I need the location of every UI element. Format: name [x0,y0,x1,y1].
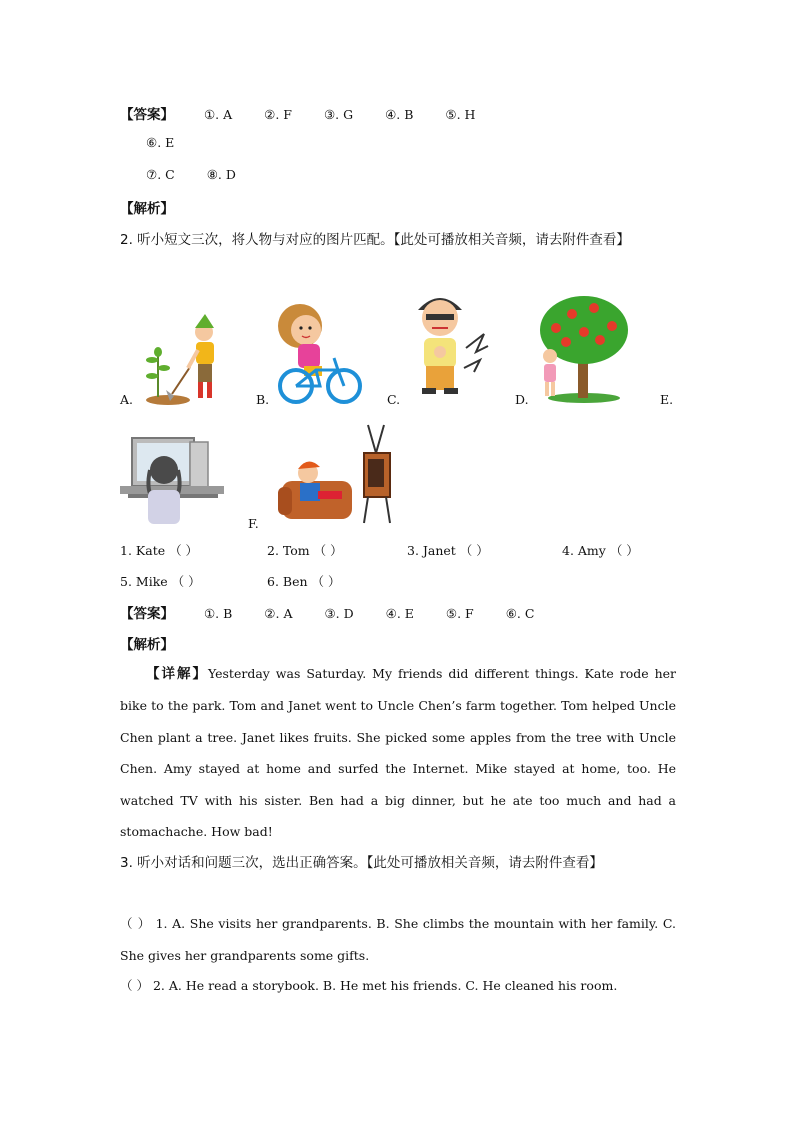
analysis-label-1: 【解析】 [120,201,174,217]
q2-answer-3: ③. D [324,606,354,621]
picture-label-d: D. [515,392,529,407]
answer-row-3 [146,167,236,182]
answer-label: 【答案】 [120,107,174,123]
match-item-janet: 3. Janet （ ） [407,543,489,558]
picture-label-c: C. [387,392,401,407]
picture-label-b: B. [256,392,270,407]
picture-label-a: A. [120,392,134,407]
answer-label-q2: 【答案】 [120,606,174,622]
picture-label-f: F. [248,516,259,531]
man-stomachache-picture [410,288,496,406]
match-item-tom: 2. Tom （ ） [267,543,343,558]
q2-answer-1: ①. B [203,606,233,621]
answer-6: ⑥. E [146,135,175,150]
answer-4: ④. B [385,107,414,122]
answer-7: ⑦. C [146,167,175,182]
detail-paragraph [120,658,676,847]
question-3-title: 3. 听小对话和问题三次，选出正确答案。【此处可播放相关音频，请去附件查看】 [120,855,603,871]
girl-at-computer-picture [120,434,226,526]
boy-planting-tree-picture [140,312,230,407]
answer-5: ⑤. H [445,107,476,122]
match-item-ben: 6. Ben （ ） [267,574,341,589]
answer-1: ①. A [203,107,233,122]
q3-item-2: （ ） 2. A. He read a storybook. B. He met his friends. C. He cleaned his room. [120,978,618,993]
match-item-kate: 1. Kate （ ） [120,543,199,558]
detail-text: Yesterday was Saturday. My friends did different things. Kate rode her bike to the park. Tom and Janet went to Uncle Chen’s farm together. Tom helped Uncle Chen plant a tree. Janet likes fruits. She picked some apples from the tree with Uncle Chen. Amy stayed at home and surfed the Internet. Mike stayed at home, too. He watched TV with his sister. Ben had a big dinner, but he ate too much and had a stomachache. How bad! [120,666,677,840]
picture-label-e: E. [660,392,674,407]
girl-riding-bike-picture [276,298,364,406]
q2-answer-2: ②. A [264,606,293,621]
answer-3: ③. G [323,107,354,122]
detail-label: 【详解】 [146,666,208,682]
answer-row-1 [120,103,503,123]
answer-row-2 [146,135,174,150]
answer-8: ⑧. D [206,167,236,182]
answer-row-q2 [120,602,562,622]
q2-answer-6: ⑥. C [505,606,535,621]
answer-2: ②. F [264,107,292,122]
match-item-amy: 4. Amy （ ） [562,543,639,558]
boy-watching-tv-picture [278,425,406,525]
q2-answer-4: ④. E [385,606,414,621]
match-item-mike: 5. Mike （ ） [120,574,201,589]
apple-tree-picture [536,292,632,404]
analysis-label-q2: 【解析】 [120,637,174,653]
q2-answer-5: ⑤. F [445,606,474,621]
question-2-title: 2. 听小短文三次，将人物与对应的图片匹配。【此处可播放相关音频，请去附件查看】 [120,232,630,248]
q3-item-1: （ ） 1. A. She visits her grandparents. B. She climbs the mountain with her family. C. She gives her grandparents some gifts. [120,916,676,963]
